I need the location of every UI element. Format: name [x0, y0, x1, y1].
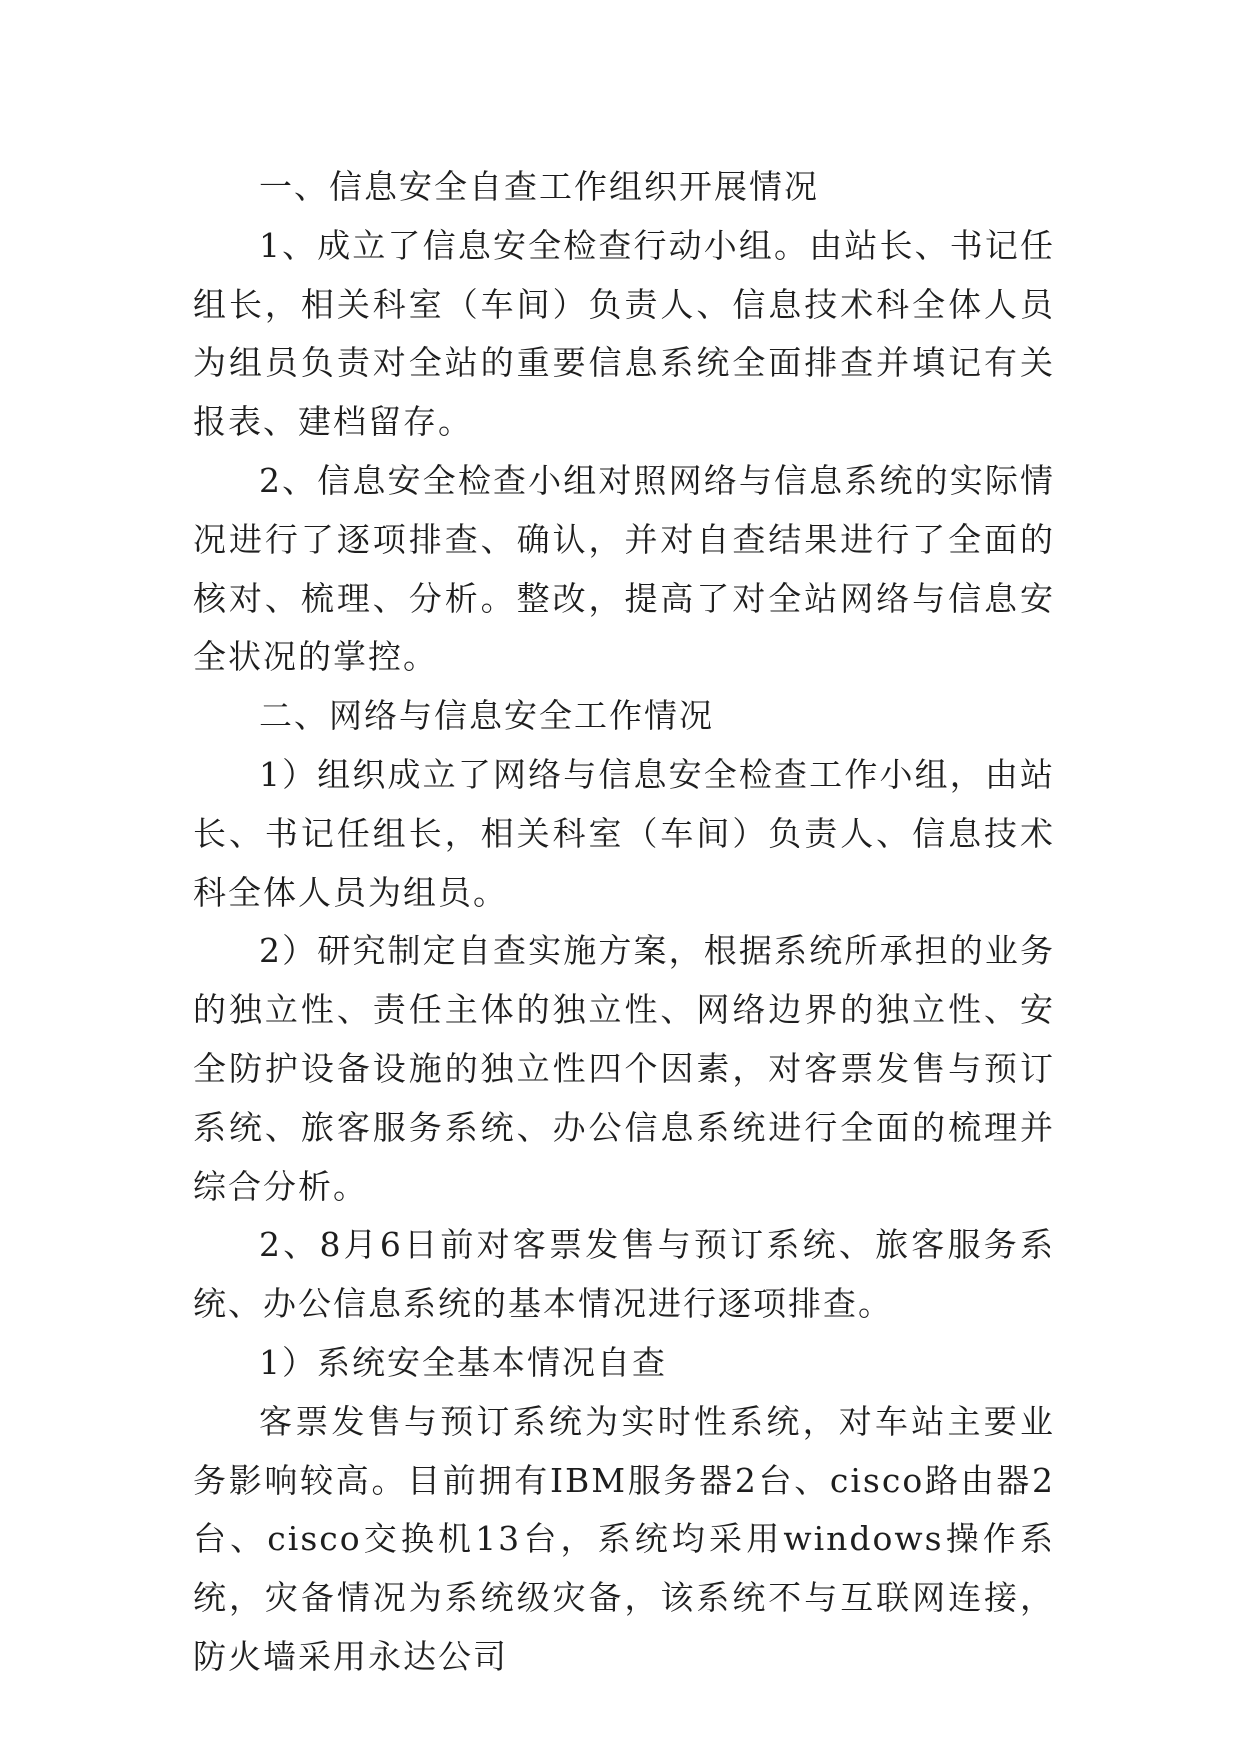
- section-heading-2: 二、网络与信息安全工作情况: [259, 696, 714, 736]
- paragraph: 客票发售与预订系统为实时性系统，对车站主要业务影响较高。目前拥有IBM服务器2台、cisco路由器2台、cisco交换机13台，系统均采用windows操作系统，灾备情况为系统级灾备，该系统不与互联网连接，防火墙采用永达公司: [193, 1401, 1055, 1676]
- section-heading-1: 一、信息安全自查工作组织开展情况: [259, 167, 819, 206]
- paragraph: 2、8月6日前对客票发售与预订系统、旅客服务系统、办公信息系统的基本情况进行逐项排查。: [193, 1225, 1055, 1324]
- paragraph: 2）研究制定自查实施方案，根据系统所承担的业务的独立性、责任主体的独立性、网络边界的独立性、安全防护设备设施的独立性四个因素，对客票发售与预订系统、旅客服务系统、办公信息系统进行全面的梳理并综合分析。: [193, 931, 1055, 1206]
- paragraph: 2、信息安全检查小组对照网络与信息系统的实际情况进行了逐项排查、确认，并对自查结果进行了全面的核对、梳理、分析。整改，提高了对全站网络与信息安全状况的掌控。: [193, 460, 1055, 677]
- sub-heading: 1）系统安全基本情况自查: [259, 1342, 667, 1382]
- paragraph: 1）组织成立了网络与信息安全检查工作小组，由站长、书记任组长，相关科室（车间）负责人、信息技术科全体人员为组员。: [193, 754, 1055, 912]
- document-body: [193, 158, 1055, 1687]
- paragraph: 1、成立了信息安全检查行动小组。由站长、书记任组长，相关科室（车间）负责人、信息技术科全体人员为组员负责对全站的重要信息系统全面排查并填记有关报表、建档留存。: [193, 225, 1055, 442]
